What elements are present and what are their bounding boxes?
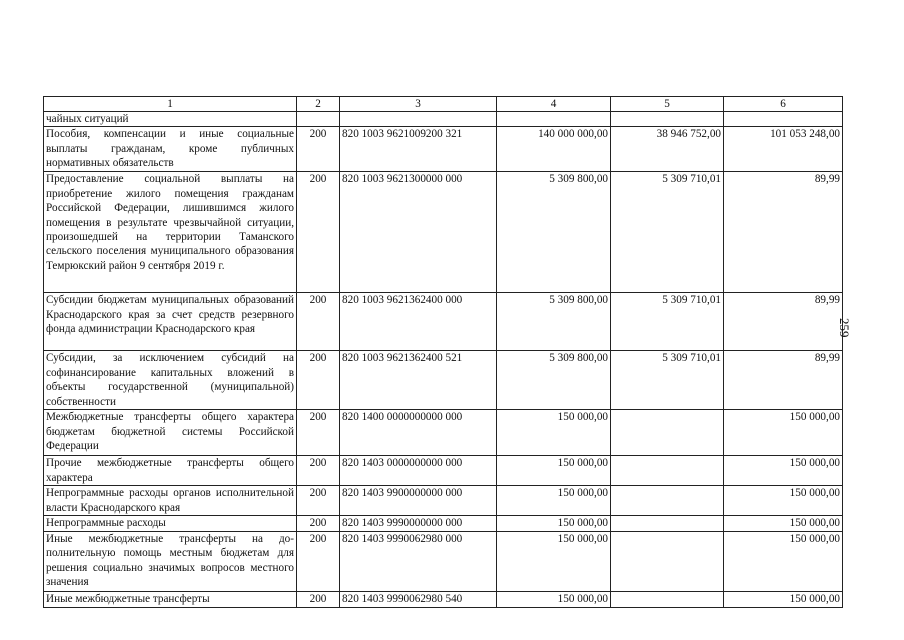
row-plan: 150 000,00	[497, 531, 611, 591]
row-rest	[724, 112, 843, 127]
row-rest: 89,99	[724, 351, 843, 410]
row-kbk: 820 1003 9621362400 000	[340, 293, 497, 351]
row-exec: 38 946 752,00	[611, 127, 724, 172]
row-exec	[611, 456, 724, 486]
row-kbk: 820 1003 9621362400 521	[340, 351, 497, 410]
row-kbk: 820 1400 0000000000 000	[340, 410, 497, 456]
row-plan: 150 000,00	[497, 410, 611, 456]
budget-table	[43, 96, 843, 608]
table-row	[44, 172, 843, 293]
row-plan: 150 000,00	[497, 591, 611, 607]
table-row	[44, 410, 843, 456]
row-rest: 150 000,00	[724, 456, 843, 486]
row-plan: 5 309 800,00	[497, 351, 611, 410]
row-exec	[611, 516, 724, 531]
row-code	[297, 112, 340, 127]
row-code: 200	[297, 351, 340, 410]
row-exec	[611, 591, 724, 607]
table-row	[44, 127, 843, 172]
row-exec	[611, 112, 724, 127]
row-rest: 101 053 248,00	[724, 127, 843, 172]
row-code: 200	[297, 456, 340, 486]
table-row	[44, 591, 843, 607]
row-kbk: 820 1003 9621300000 000	[340, 172, 497, 293]
row-code: 200	[297, 531, 340, 591]
row-rest: 89,99	[724, 293, 843, 351]
table-row	[44, 456, 843, 486]
row-plan: 140 000 000,00	[497, 127, 611, 172]
row-plan: 150 000,00	[497, 456, 611, 486]
row-rest: 150 000,00	[724, 531, 843, 591]
row-name: Иные межбюджетные трансферты	[44, 591, 297, 607]
row-name: Непрограммные расходы органов исполнительной власти Краснодарского края	[44, 486, 297, 516]
row-exec: 5 309 710,01	[611, 351, 724, 410]
row-kbk: 820 1003 9621009200 321	[340, 127, 497, 172]
row-exec	[611, 410, 724, 456]
row-kbk: 820 1403 9990062980 000	[340, 531, 497, 591]
column-header: 1	[44, 97, 297, 112]
row-rest: 150 000,00	[724, 410, 843, 456]
budget-document	[43, 96, 843, 608]
row-code: 200	[297, 127, 340, 172]
row-name: Прочие межбюджетные трансферты общего характера	[44, 456, 297, 486]
row-exec: 5 309 710,01	[611, 293, 724, 351]
row-name: Предоставление социальной выплаты на приобретение жилого помещения граждaнам Российской Федерации, лишившимся жилого помещения в результате чрезвычайной ситуации, произошедшей на территории Таманского сельского поселения муниципального образования Темрюкский район 9 сентября 2019 г.	[44, 172, 297, 293]
row-plan	[497, 112, 611, 127]
table-row	[44, 486, 843, 516]
row-kbk: 820 1403 9990000000 000	[340, 516, 497, 531]
row-code: 200	[297, 410, 340, 456]
row-code: 200	[297, 172, 340, 293]
row-kbk	[340, 112, 497, 127]
row-plan: 5 309 800,00	[497, 172, 611, 293]
row-rest: 150 000,00	[724, 516, 843, 531]
row-code: 200	[297, 486, 340, 516]
row-code: 200	[297, 293, 340, 351]
row-exec	[611, 486, 724, 516]
row-exec: 5 309 710,01	[611, 172, 724, 293]
row-name: Непрограммные расходы	[44, 516, 297, 531]
page-number: 259	[837, 318, 852, 338]
table-row	[44, 112, 843, 127]
row-name: чайных ситуаций	[44, 112, 297, 127]
row-name: Межбюджетные трансферты общего характера бюджетам бюджетной системы Российской Федерации	[44, 410, 297, 456]
row-kbk: 820 1403 9990062980 540	[340, 591, 497, 607]
row-kbk: 820 1403 0000000000 000	[340, 456, 497, 486]
row-rest: 89,99	[724, 172, 843, 293]
row-rest: 150 000,00	[724, 486, 843, 516]
row-plan: 5 309 800,00	[497, 293, 611, 351]
row-exec	[611, 531, 724, 591]
row-code: 200	[297, 591, 340, 607]
row-name: Субсидии, за исключением субсидий на софинансирование капитальных вложений в объекты государственной (муниципальной) собственности	[44, 351, 297, 410]
table-row	[44, 351, 843, 410]
row-plan: 150 000,00	[497, 486, 611, 516]
column-number-row	[44, 97, 843, 112]
row-code: 200	[297, 516, 340, 531]
row-kbk: 820 1403 9900000000 000	[340, 486, 497, 516]
column-header: 5	[611, 97, 724, 112]
table-row	[44, 531, 843, 591]
row-name: Субсидии бюджетам муниципальных образований Краснодарского края за счет средств резервного фонда администрации Краснодарского края	[44, 293, 297, 351]
row-name: Пособия, компенсации и иные социальные выплаты гражданам, кроме публичных нормативных обязательств	[44, 127, 297, 172]
column-header: 3	[340, 97, 497, 112]
column-header: 6	[724, 97, 843, 112]
column-header: 2	[297, 97, 340, 112]
row-name: Иные межбюджетные трансферты на дополнительную помощь местным бюджетам для решения социально значимых вопросов местного значения	[44, 531, 297, 591]
table-row	[44, 516, 843, 531]
row-rest: 150 000,00	[724, 591, 843, 607]
table-row	[44, 293, 843, 351]
column-header: 4	[497, 97, 611, 112]
row-plan: 150 000,00	[497, 516, 611, 531]
